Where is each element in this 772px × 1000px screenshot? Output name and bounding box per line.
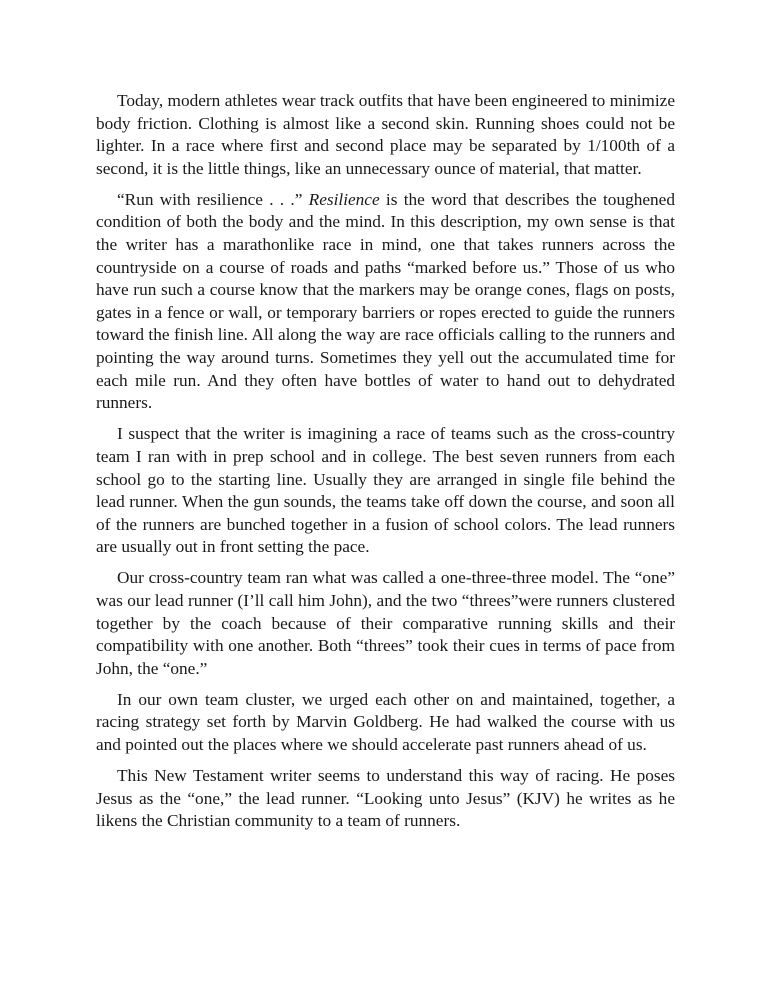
document-page [96, 90, 675, 833]
paragraph-athletes-outfits: Today, modern athletes wear track outfits that have been engineered to minimize body friction. Clothing is almost like a second skin. Running shoes could not be lighter. In a race where first and second place may be separated by 1/100th of a second, it is the little things, like an unnecessary ounce of material, that matter. [96, 91, 675, 178]
resilience-italic-word: Resilience [308, 189, 380, 209]
resilience-quote: “Run with resilience . . .” [117, 189, 309, 209]
resilience-description: is the word that describes the toughened condition of both the body and the mind. In this description, my own sense is that the writer has a marathonlike race in mind, one that takes runners across the countryside on a course of roads and paths “marked before us.” Those of us who have run such a course know that the markers may be orange cones, flags on posts, gates in a fence or wall, or temporary barriers or ropes erected to guide the runners toward the finish line. All along the way are race officials calling to the runners and pointing the way around turns. Sometimes they yell out the accumulated time for each mile run. And they often have bottles of water to hand out to dehydrated runners. [96, 189, 675, 413]
paragraph-one-three-three-model: Our cross-country team ran what was called a one-three-three model. The “one” was our lead runner (I’ll call him John), and the two “threes”were runners clustered together by the coach because of their comparative running skills and their compatibility with one another. Both “threes” took their cues in terms of pace from John, the “one.” [96, 568, 675, 678]
paragraph-team-cluster: In our own team cluster, we urged each other on and maintained, together, a racing strategy set forth by Marvin Goldberg. He had walked the course with us and pointed out the places where we should accelerate past runners ahead of us. [96, 689, 675, 755]
paragraph-resilience [96, 189, 675, 415]
paragraph-cross-country-teams: I suspect that the writer is imagining a race of teams such as the cross-country team I ran with in prep school and in college. The best seven runners from each school go to the starting line. Usually they are arranged in single file behind the lead runner. When the gun sounds, the teams take off down the course, and soon all of the runners are bunched together in a fusion of school colors. The lead runners are usually out in front setting the pace. [96, 424, 675, 557]
paragraph-new-testament-writer: This New Testament writer seems to understand this way of racing. He poses Jesus as the “one,” the lead runner. “Looking unto Jesus” (KJV) he writes as he likens the Christian community to a team of runners. [96, 766, 675, 831]
